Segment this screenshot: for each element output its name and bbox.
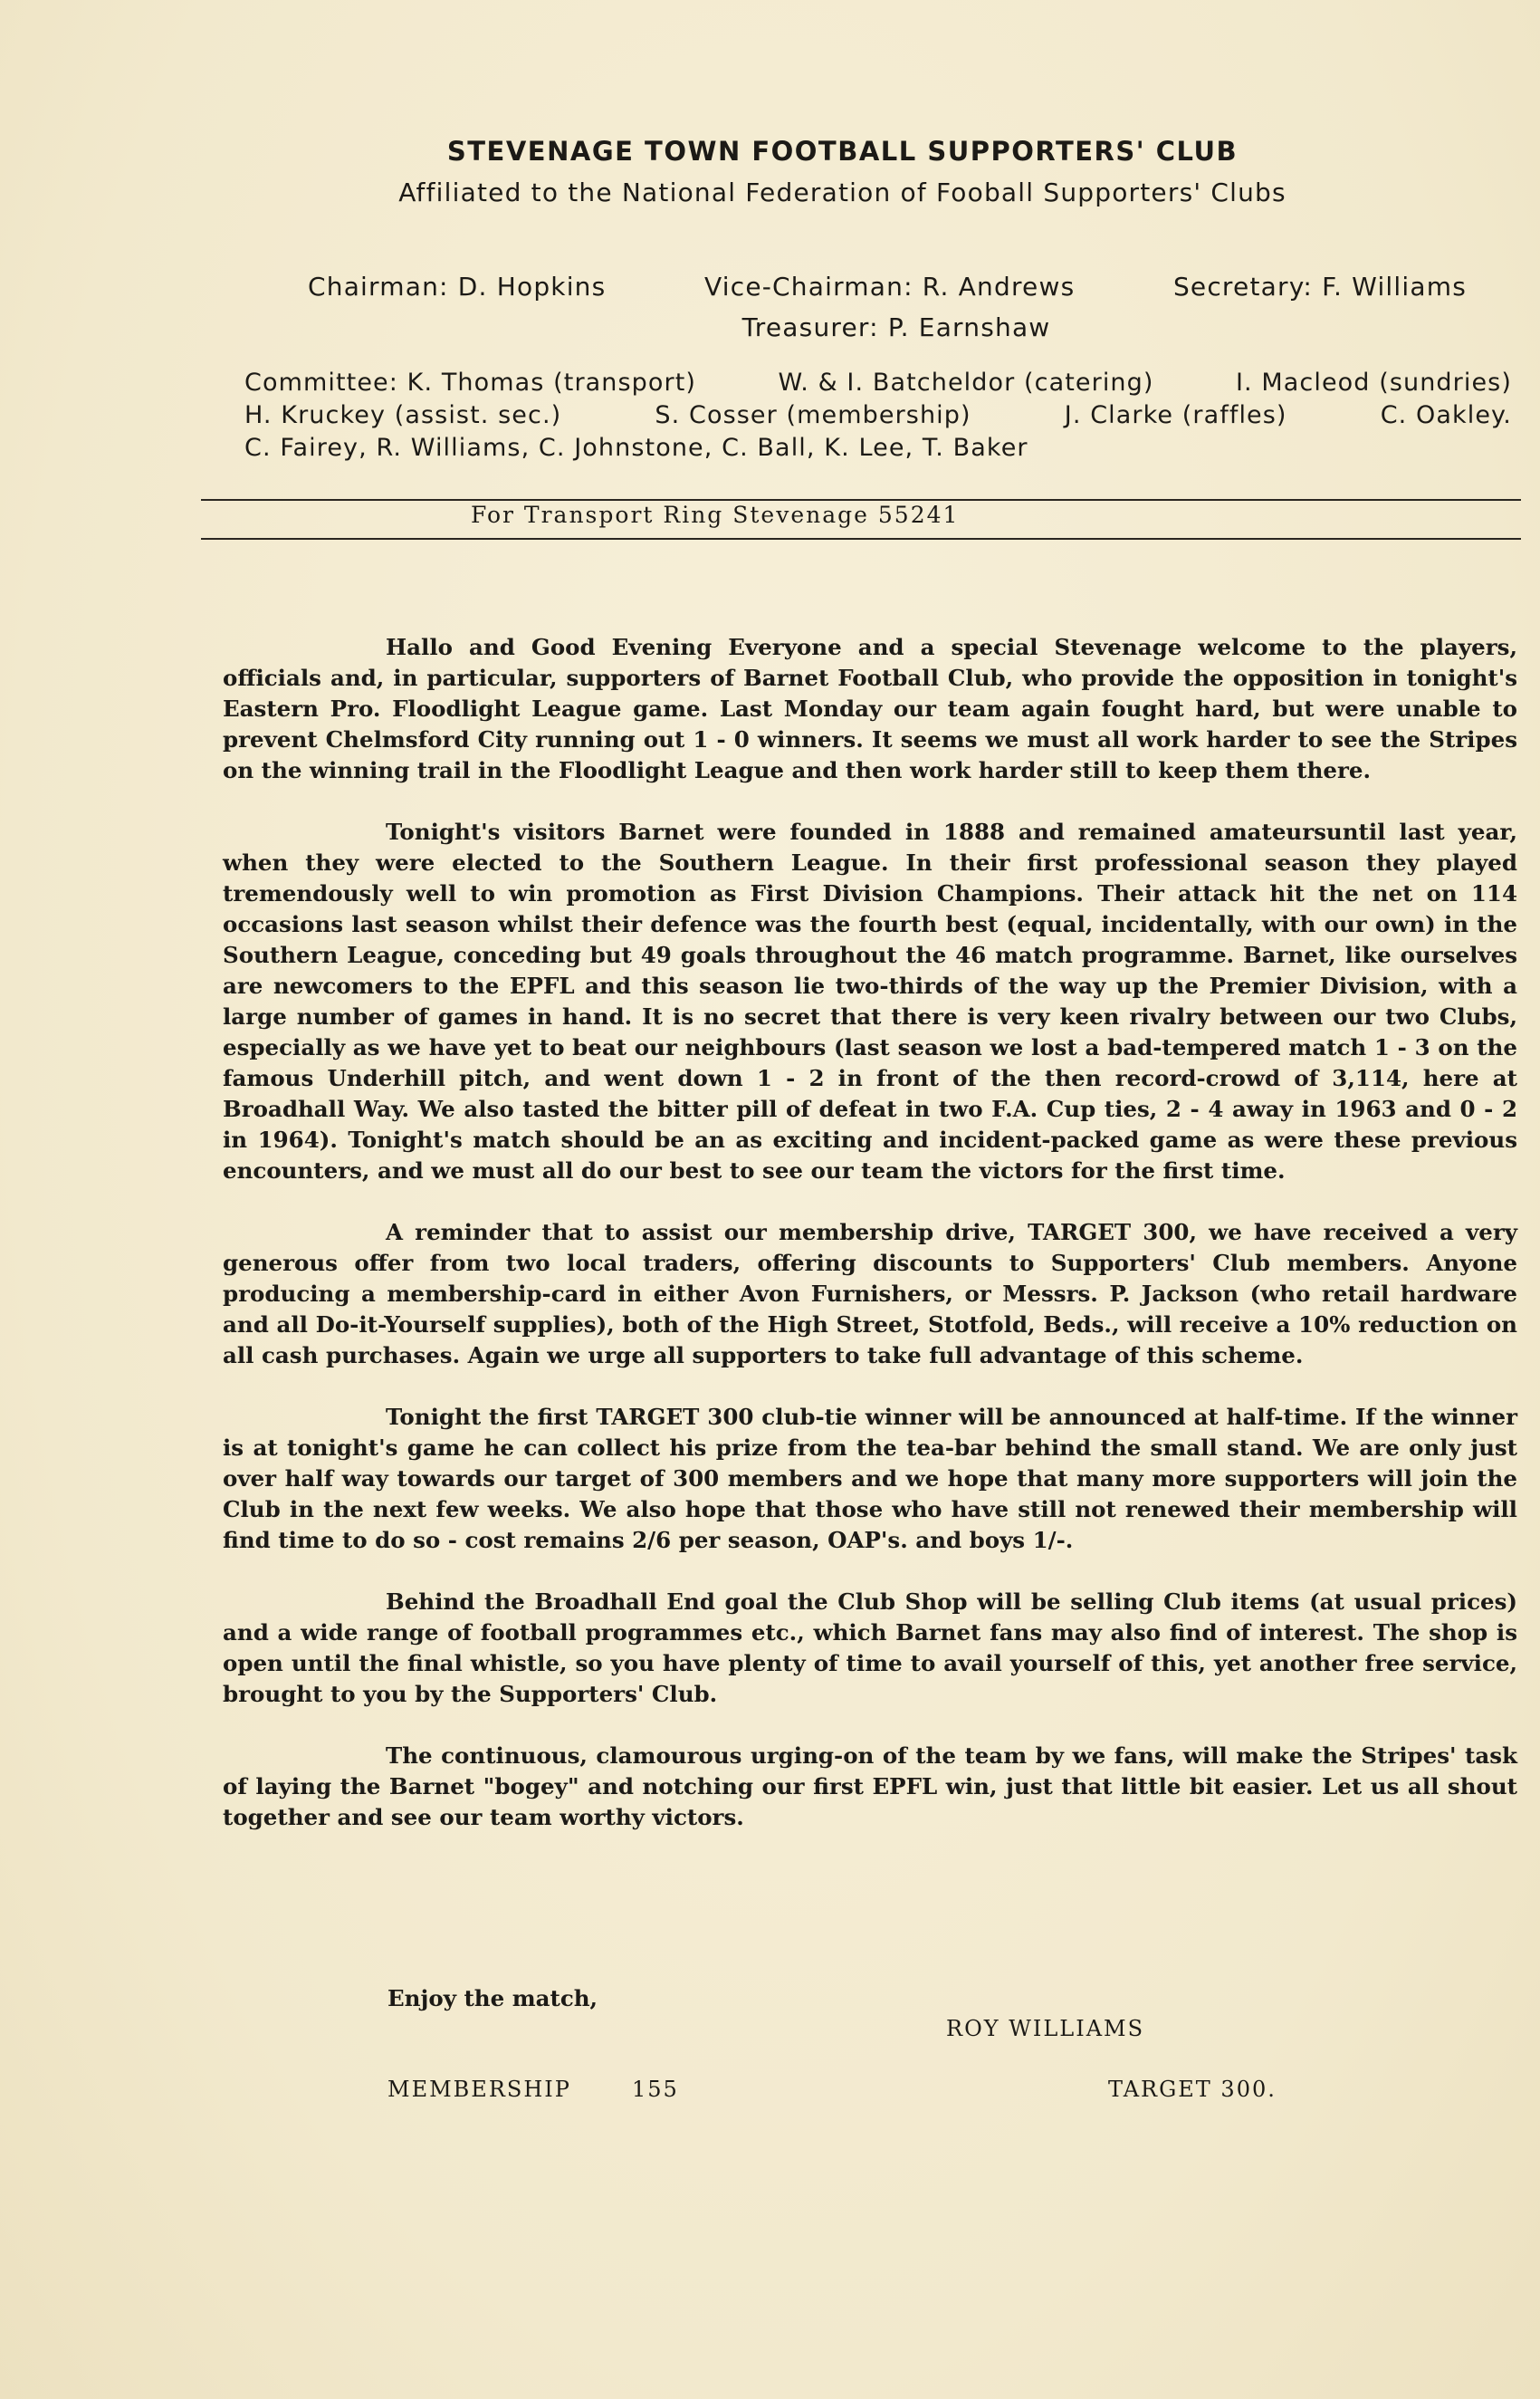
committee-member: H. Kruckey (assist. sec.)	[244, 401, 562, 429]
paragraph: A reminder that to assist our membership drive, TARGET 300, we have received a very generous offer from two local traders, offering discounts to Supporters' Club members. Anyone producing a membership-card in either Avon Furnishers, or Messrs. P. Jackson (who retail hardware and all Do-it-Yourself supplies), both of the High Street, Stotfold, Beds., will receive a 10% reduction on all cash purchases. Again we urge all supporters to take full advantage of this scheme.	[223, 1219, 1517, 1368]
committee-block	[244, 367, 1512, 465]
treasurer: Treasurer: P. Earnshaw	[741, 312, 1051, 342]
chairman: Chairman: D. Hopkins	[308, 272, 607, 302]
divider-top	[201, 499, 1521, 501]
club-title: STEVENAGE TOWN FOOTBALL SUPPORTERS' CLUB	[446, 136, 1239, 167]
membership-count: 155	[632, 2077, 679, 2102]
divider-bottom	[201, 538, 1521, 540]
officers-block	[308, 272, 1467, 342]
paragraph: Hallo and Good Evening Everyone and a special Stevenage welcome to the players, officials and, in particular, supporters of Barnet Football Club, who provide the opposition in tonight's Eastern Pro. Floodlight League game. Last Monday our team again fought hard, but were unable to prevent Chelmsford City running out 1 - 0 winners. It seems we must all work harder to see the Stripes on the winning trail in the Floodlight League and then work harder still to keep them there.	[223, 634, 1517, 783]
transport-note: For Transport Ring Stevenage 55241	[471, 502, 960, 528]
signature: ROY WILLIAMS	[946, 2016, 1145, 2041]
paragraph: Tonight the first TARGET 300 club-tie winner will be announced at half-time. If the winner is at tonight's game he can collect his prize from the tea-bar behind the small stand. We are only just over half way towards our target of 300 members and we hope that many more supporters will join the Club in the next few weeks. We also hope that those who have still not renewed their membership will find time to do so - cost remains 2/6 per season, OAP's. and boys 1/-.	[223, 1404, 1517, 1553]
committee-member: W. & I. Batcheldor (catering)	[778, 369, 1154, 397]
letterhead	[0, 136, 1540, 207]
membership-label: MEMBERSHIP	[387, 2077, 571, 2102]
paragraph: Behind the Broadhall End goal the Club Shop will be selling Club items (at usual prices) and a wide range of football programmes etc., which Barnet fans may also find of interest. The shop is open until the final whistle, so you have plenty of time to avail yourself of this, yet another free service, brought to you by the Supporters' Club.	[223, 1588, 1517, 1707]
committee-member: C. Oakley.	[1380, 401, 1512, 429]
committee-member: J. Clarke (raffles)	[1064, 401, 1287, 429]
paragraph: Tonight's visitors Barnet were founded in 1888 and remained amateursuntil last year, when they were elected to the Southern League. In their first professional season they played tremendously well to win promotion as First Division Champions. Their attack hit the net on 114 occasions last season whilst their defence was the fourth best (equal, incidentally, with our own) in the Southern League, conceding but 49 goals throughout the 46 match programme. Barnet, like ourselves are newcomers to the EPFL and this season lie two-thirds of the way up the Premier Division, with a large number of games in hand. It is no secret that there is very keen rivalry between our two Clubs, especially as we have yet to beat our neighbours (last season we lost a bad-tempered match 1 - 3 on the famous Underhill pitch, and went down 1 - 2 in front of the then record-crowd of 3,114, here at Broadhall Way. We also tasted the bitter pill of defeat in two F.A. Cup ties, 2 - 4 away in 1963 and 0 - 2 in 1964). Tonight's match should be an as exciting and incident-packed game as were these previous encounters, and we must all do our best to see our team the victors for the first time.	[223, 819, 1517, 1184]
closing-line: Enjoy the match,	[387, 1985, 598, 2011]
vice-chairman: Vice-Chairman: R. Andrews	[704, 272, 1076, 302]
committee-member: S. Cosser (membership)	[655, 401, 971, 429]
committee-member: Committee: K. Thomas (transport)	[244, 369, 697, 397]
affiliation-line: Affiliated to the National Federation of Fooball Supporters' Clubs	[398, 178, 1287, 207]
committee-member: I. Macleod (sundries)	[1235, 369, 1512, 397]
membership-target: TARGET 300.	[1108, 2077, 1277, 2102]
paragraph: The continuous, clamourous urging-on of the team by we fans, will make the Stripes' task of laying the Barnet "bogey" and notching our first EPFL win, just that little bit easier. Let us all shout together and see our team worthy victors.	[223, 1742, 1517, 1830]
letter-body	[223, 632, 1517, 1864]
secretary: Secretary: F. Williams	[1172, 272, 1467, 302]
committee-member: C. Fairey, R. Williams, C. Johnstone, C. Ball, K. Lee, T. Baker	[244, 434, 1028, 462]
